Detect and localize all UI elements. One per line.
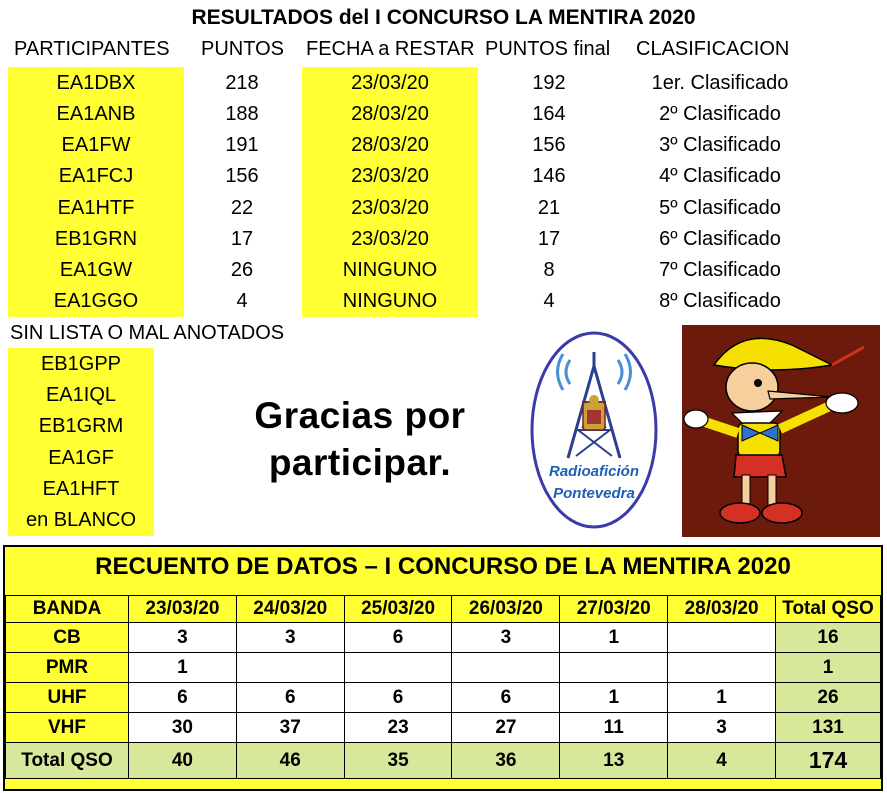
result-fecha: 23/03/20 [351, 165, 429, 187]
summary-column-header: BANDA [6, 596, 129, 623]
summary-title: RECUENTO DE DATOS – I CONCURSO DE LA MENTIRA 2020 [95, 553, 791, 580]
summary-column-header: Total QSO [776, 596, 881, 623]
result-call: EA1ANB [56, 103, 136, 125]
band-label: PMR [6, 653, 129, 683]
table-cell: 6 [236, 683, 344, 713]
table-cell: 1 [668, 683, 776, 713]
result-fecha: 23/03/20 [351, 228, 429, 250]
result-puntos: 22 [230, 197, 254, 219]
table-row [6, 623, 881, 653]
table-cell [344, 653, 452, 683]
band-label: UHF [6, 683, 129, 713]
result-puntos: 188 [225, 103, 259, 125]
total-cell: 35 [344, 743, 452, 779]
header-puntos-final: PUNTOS final [485, 38, 611, 60]
sin-lista-label: SIN LISTA O MAL ANOTADOS [10, 322, 285, 344]
result-puntos: 26 [230, 259, 254, 281]
table-cell: 6 [344, 683, 452, 713]
table-row [6, 653, 881, 683]
result-clasificacion: 7º Clasificado [659, 259, 781, 281]
result-puntos: 218 [225, 72, 259, 94]
table-cell: 6 [129, 683, 237, 713]
table-cell [452, 653, 560, 683]
header-clasificacion: CLASIFICACION [636, 38, 790, 60]
sin-lista-item: EB1GRM [38, 415, 124, 437]
row-total: 131 [776, 713, 881, 743]
table-cell [668, 653, 776, 683]
table-cell: 23 [344, 713, 452, 743]
result-final: 17 [537, 228, 561, 250]
summary-column-header: 28/03/20 [668, 596, 776, 623]
table-cell [236, 653, 344, 683]
header-participantes: PARTICIPANTES [14, 38, 170, 60]
table-cell: 3 [668, 713, 776, 743]
result-call: EA1FCJ [58, 165, 134, 187]
row-total: 26 [776, 683, 881, 713]
table-cell: 3 [452, 623, 560, 653]
table-row [6, 713, 881, 743]
table-cell: 6 [344, 623, 452, 653]
summary-column-header: 27/03/20 [560, 596, 668, 623]
result-clasificacion: 3º Clasificado [659, 134, 781, 156]
pinocchio-image [682, 325, 880, 537]
total-cell: 13 [560, 743, 668, 779]
result-final: 4 [543, 290, 555, 312]
result-puntos: 4 [236, 290, 248, 312]
result-call: EA1DBX [56, 72, 136, 94]
result-call: EA1HTF [57, 197, 135, 219]
total-label: Total QSO [6, 743, 129, 779]
result-final: 164 [532, 103, 566, 125]
summary-panel [3, 545, 883, 791]
result-call: EB1GRN [54, 228, 138, 250]
result-clasificacion: 4º Clasificado [659, 165, 781, 187]
result-final: 146 [532, 165, 566, 187]
summary-column-header: 23/03/20 [129, 596, 237, 623]
summary-column-header: 24/03/20 [236, 596, 344, 623]
result-puntos: 156 [225, 165, 259, 187]
table-cell: 1 [129, 653, 237, 683]
antenna-tower-icon [528, 330, 660, 530]
grand-total: 174 [776, 743, 881, 779]
result-fecha: 28/03/20 [351, 103, 429, 125]
table-row [6, 683, 881, 713]
total-cell: 46 [236, 743, 344, 779]
logo-text-1: Radioafición [548, 463, 640, 480]
result-fecha: 23/03/20 [351, 72, 429, 94]
table-cell: 1 [560, 683, 668, 713]
summary-table [5, 595, 881, 779]
band-label: VHF [6, 713, 129, 743]
result-clasificacion: 2º Clasificado [659, 103, 781, 125]
result-clasificacion: 1er. Clasificado [651, 72, 789, 94]
table-cell: 1 [560, 623, 668, 653]
result-final: 192 [532, 72, 566, 94]
band-label: CB [6, 623, 129, 653]
result-final: 156 [532, 134, 566, 156]
table-cell: 3 [236, 623, 344, 653]
page-title: RESULTADOS del I CONCURSO LA MENTIRA 2020 [191, 6, 696, 29]
table-cell [668, 623, 776, 653]
row-total: 16 [776, 623, 881, 653]
gracias-line-1: Gracias por [254, 395, 466, 436]
table-cell: 6 [452, 683, 560, 713]
result-final: 21 [537, 197, 561, 219]
header-puntos: PUNTOS [201, 38, 284, 60]
total-cell: 40 [129, 743, 237, 779]
result-fecha: NINGUNO [342, 290, 438, 312]
result-fecha: 23/03/20 [351, 197, 429, 219]
summary-column-header: 26/03/20 [452, 596, 560, 623]
table-cell: 30 [129, 713, 237, 743]
table-cell: 37 [236, 713, 344, 743]
header-fecha: FECHA a RESTAR [306, 38, 475, 60]
table-cell [560, 653, 668, 683]
table-cell: 3 [129, 623, 237, 653]
result-clasificacion: 6º Clasificado [659, 228, 781, 250]
result-clasificacion: 8º Clasificado [659, 290, 781, 312]
club-logo [528, 330, 660, 530]
total-cell: 36 [452, 743, 560, 779]
result-puntos: 17 [230, 228, 254, 250]
pinocchio-icon [682, 325, 880, 537]
gracias-message [200, 392, 520, 486]
result-fecha: NINGUNO [342, 259, 438, 281]
table-cell: 11 [560, 713, 668, 743]
total-row [6, 743, 881, 779]
total-cell: 4 [668, 743, 776, 779]
sin-lista-item: EA1GF [48, 447, 114, 469]
result-puntos: 191 [225, 134, 259, 156]
result-call: EA1GW [59, 259, 133, 281]
sin-lista-item: EA1IQL [45, 384, 117, 406]
result-fecha: 28/03/20 [351, 134, 429, 156]
summary-column-header: 25/03/20 [344, 596, 452, 623]
row-total: 1 [776, 653, 881, 683]
sin-lista-highlight [8, 348, 154, 536]
sin-lista-item: EA1HFT [42, 478, 120, 500]
sin-lista-item: EB1GPP [40, 353, 122, 375]
gracias-line-2: participar. [268, 442, 452, 483]
result-clasificacion: 5º Clasificado [659, 197, 781, 219]
result-final: 8 [543, 259, 555, 281]
table-cell: 27 [452, 713, 560, 743]
logo-text-2: Pontevedra [553, 485, 635, 502]
summary-header-row [6, 596, 881, 623]
result-call: EA1FW [61, 134, 131, 156]
result-call: EA1GGO [53, 290, 139, 312]
sin-lista-item: en BLANCO [25, 509, 137, 531]
